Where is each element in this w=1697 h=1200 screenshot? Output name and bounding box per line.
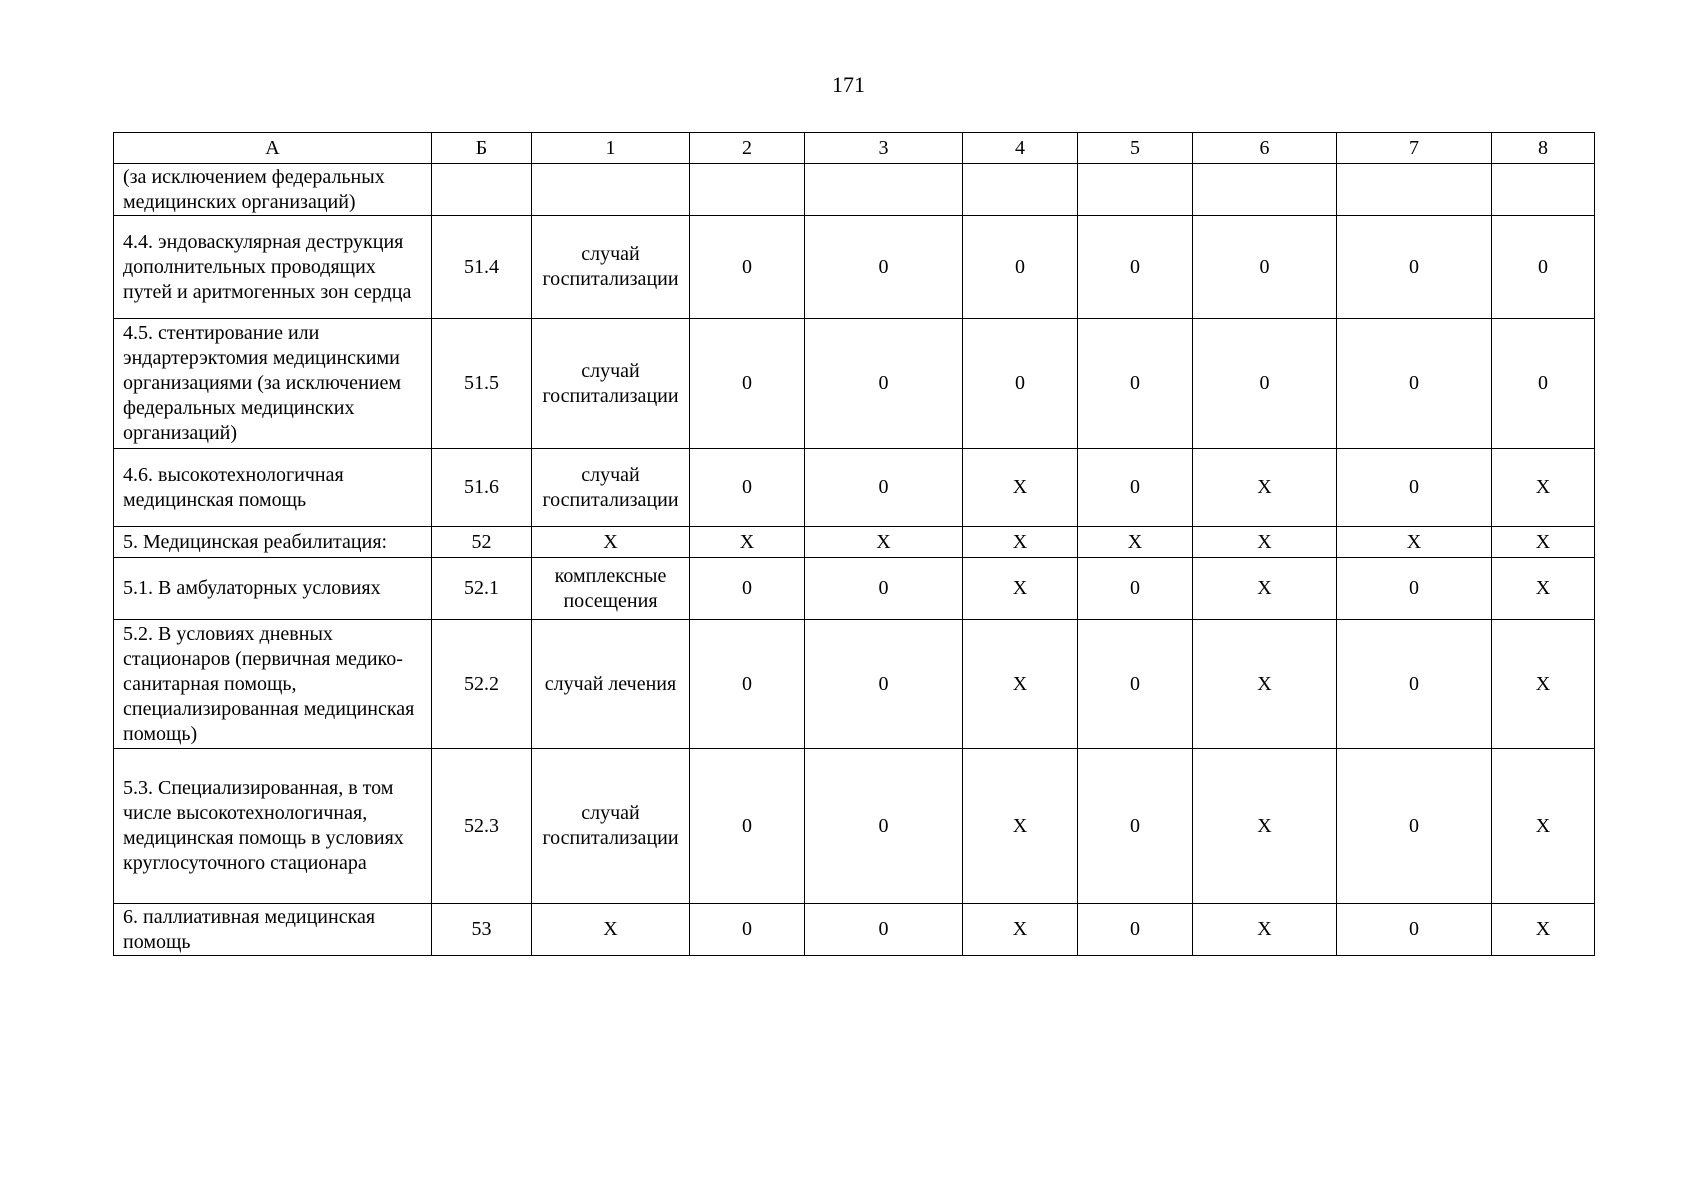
header-cell: 2 — [690, 133, 805, 164]
cell-3: 0 — [805, 904, 963, 956]
cell-6: Х — [1193, 527, 1337, 558]
cell-8: Х — [1492, 904, 1595, 956]
row-unit: случай госпитализации — [532, 319, 690, 449]
cell-6: 0 — [1193, 216, 1337, 319]
row-unit: случай госпитализации — [532, 449, 690, 527]
cell-6: Х — [1193, 904, 1337, 956]
cell-2: 0 — [690, 904, 805, 956]
cell-2: 0 — [690, 216, 805, 319]
cell-5: 0 — [1078, 904, 1193, 956]
row-code: 52.2 — [432, 620, 532, 749]
header-row — [114, 133, 1595, 164]
cell-4: Х — [963, 558, 1078, 620]
row-unit: Х — [532, 527, 690, 558]
row-unit — [532, 164, 690, 216]
header-cell: 4 — [963, 133, 1078, 164]
cell-3 — [805, 164, 963, 216]
cell-2: 0 — [690, 558, 805, 620]
cell-7: 0 — [1337, 904, 1492, 956]
cell-8: Х — [1492, 449, 1595, 527]
table-row — [114, 216, 1595, 319]
row-name: 5.3. Специализированная, в том числе высокотехнологичная, медицинская помощь в условиях круглосуточного стационара — [114, 749, 432, 904]
cell-3: 0 — [805, 449, 963, 527]
cell-5: 0 — [1078, 216, 1193, 319]
cell-5: 0 — [1078, 620, 1193, 749]
row-name: 4.4. эндоваскулярная деструкция дополнительных проводящих путей и аритмогенных зон сердца — [114, 216, 432, 319]
row-code: 51.5 — [432, 319, 532, 449]
header-cell: 6 — [1193, 133, 1337, 164]
table-row — [114, 449, 1595, 527]
row-code — [432, 164, 532, 216]
cell-8: 0 — [1492, 319, 1595, 449]
table-row — [114, 620, 1595, 749]
table-row — [114, 319, 1595, 449]
cell-5: 0 — [1078, 449, 1193, 527]
cell-5 — [1078, 164, 1193, 216]
row-name: 6. паллиативная медицинская помощь — [114, 904, 432, 956]
table-row — [114, 527, 1595, 558]
row-unit: случай лечения — [532, 620, 690, 749]
cell-2: 0 — [690, 749, 805, 904]
row-name: 5.2. В условиях дневных стационаров (первичная медико-санитарная помощь, специализированная медицинская помощь) — [114, 620, 432, 749]
header-cell: 5 — [1078, 133, 1193, 164]
cell-3: 0 — [805, 749, 963, 904]
row-code: 52 — [432, 527, 532, 558]
cell-3: 0 — [805, 216, 963, 319]
cell-4: Х — [963, 620, 1078, 749]
row-code: 51.4 — [432, 216, 532, 319]
cell-2: Х — [690, 527, 805, 558]
cell-3: 0 — [805, 319, 963, 449]
row-unit: Х — [532, 904, 690, 956]
cell-8: 0 — [1492, 216, 1595, 319]
table-row — [114, 164, 1595, 216]
cell-6 — [1193, 164, 1337, 216]
page-number: 171 — [832, 72, 865, 97]
cell-5: 0 — [1078, 319, 1193, 449]
cell-4: Х — [963, 449, 1078, 527]
cell-5: 0 — [1078, 558, 1193, 620]
header-cell: 3 — [805, 133, 963, 164]
row-code: 52.3 — [432, 749, 532, 904]
cell-7: 0 — [1337, 319, 1492, 449]
cell-3: 0 — [805, 620, 963, 749]
row-code: 51.6 — [432, 449, 532, 527]
cell-6: Х — [1193, 749, 1337, 904]
cell-8: Х — [1492, 620, 1595, 749]
cell-4: 0 — [963, 319, 1078, 449]
cell-4: 0 — [963, 216, 1078, 319]
cell-4: Х — [963, 904, 1078, 956]
table-row — [114, 749, 1595, 904]
cell-8 — [1492, 164, 1595, 216]
cell-5: Х — [1078, 527, 1193, 558]
cell-6: 0 — [1193, 319, 1337, 449]
cell-3: Х — [805, 527, 963, 558]
header-cell: 8 — [1492, 133, 1595, 164]
cell-2: 0 — [690, 319, 805, 449]
row-unit: случай госпитализации — [532, 216, 690, 319]
cell-7: 0 — [1337, 749, 1492, 904]
cell-8: Х — [1492, 749, 1595, 904]
table-row — [114, 904, 1595, 956]
cell-6: Х — [1193, 620, 1337, 749]
cell-7: 0 — [1337, 449, 1492, 527]
cell-2: 0 — [690, 449, 805, 527]
row-name: 4.5. стентирование или эндартерэктомия медицинскими организациями (за исключением федеральных медицинских организаций) — [114, 319, 432, 449]
cell-7: 0 — [1337, 558, 1492, 620]
cell-2 — [690, 164, 805, 216]
cell-4: Х — [963, 749, 1078, 904]
row-name: (за исключением федеральных медицинских организаций) — [114, 164, 432, 216]
data-table — [113, 132, 1595, 956]
cell-6: Х — [1193, 449, 1337, 527]
cell-7: 0 — [1337, 620, 1492, 749]
row-code: 52.1 — [432, 558, 532, 620]
cell-5: 0 — [1078, 749, 1193, 904]
cell-7: 0 — [1337, 216, 1492, 319]
row-code: 53 — [432, 904, 532, 956]
cell-7 — [1337, 164, 1492, 216]
cell-7: Х — [1337, 527, 1492, 558]
row-unit: комплексные посещения — [532, 558, 690, 620]
cell-4 — [963, 164, 1078, 216]
row-name: 5. Медицинская реабилитация: — [114, 527, 432, 558]
header-cell: 7 — [1337, 133, 1492, 164]
cell-8: Х — [1492, 527, 1595, 558]
header-cell: Б — [432, 133, 532, 164]
cell-2: 0 — [690, 620, 805, 749]
row-unit: случай госпитализации — [532, 749, 690, 904]
cell-8: Х — [1492, 558, 1595, 620]
row-name: 5.1. В амбулаторных условиях — [114, 558, 432, 620]
cell-6: Х — [1193, 558, 1337, 620]
table-row — [114, 558, 1595, 620]
cell-3: 0 — [805, 558, 963, 620]
row-name: 4.6. высокотехнологичная медицинская помощь — [114, 449, 432, 527]
header-cell: 1 — [532, 133, 690, 164]
cell-4: Х — [963, 527, 1078, 558]
header-cell: А — [114, 133, 432, 164]
